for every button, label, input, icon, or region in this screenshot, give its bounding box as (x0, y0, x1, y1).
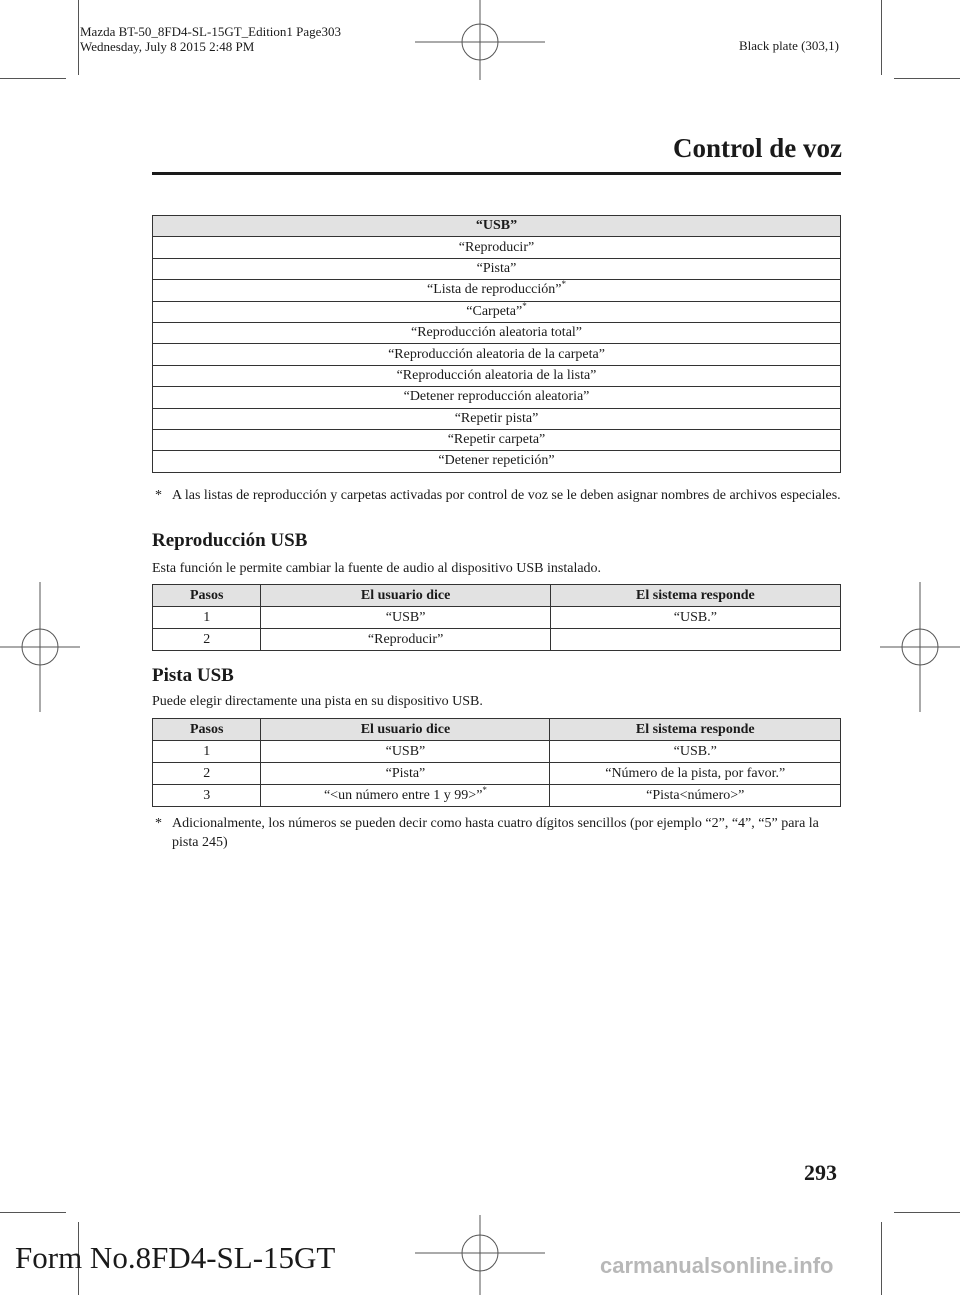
table-row: “Reproducción aleatoria total” (153, 322, 841, 343)
table-row: 3 “<un número entre 1 y 99>”* “Pista<número>” (153, 785, 841, 807)
column-header-user-says: El usuario dice (261, 719, 550, 741)
registration-mark-bottom-icon (415, 1215, 545, 1295)
table-row: “Detener repetición” (153, 451, 841, 472)
usb-playback-description: Esta función le permite cambiar la fuente de audio al dispositivo USB instalado. (152, 561, 602, 576)
page-number: 293 (804, 1160, 837, 1185)
table-row: “Lista de reproducción”* (153, 280, 841, 301)
column-header-user-says: El usuario dice (261, 585, 550, 607)
playlist-footnote (155, 486, 845, 505)
usb-track-heading: Pista USB (152, 665, 234, 686)
registration-mark-left-icon (0, 582, 80, 712)
table-row: “Pista” (153, 258, 841, 279)
table-row: “Reproducción aleatoria de la lista” (153, 365, 841, 386)
table-row: 1 “USB” “USB.” (153, 741, 841, 763)
footnote-star: * (155, 488, 162, 503)
registration-mark-top-icon (415, 0, 545, 80)
column-header-steps: Pasos (153, 719, 261, 741)
print-header-line1: Mazda BT-50_8FD4-SL-15GT_Edition1 Page303 (80, 24, 341, 39)
usb-track-table (152, 718, 841, 807)
usb-playback-table (152, 584, 841, 651)
footnote-text: Adicionalmente, los números se pueden decir como hasta cuatro dígitos sencillos (por ejemplo “2”, “4”, “5” para la pista 245) (172, 816, 819, 850)
print-header-info (80, 24, 341, 54)
table-row: “Reproducción aleatoria de la carpeta” (153, 344, 841, 365)
usb-track-description: Puede elegir directamente una pista en su dispositivo USB. (152, 694, 483, 709)
column-header-steps: Pasos (153, 585, 261, 607)
table-row: “Repetir carpeta” (153, 429, 841, 450)
footnote-star: * (155, 816, 162, 831)
print-header-line2: Wednesday, July 8 2015 2:48 PM (80, 39, 255, 54)
footnote-text: A las listas de reproducción y carpetas activadas por control de voz se le deben asignar nombres de archivos especiales. (172, 488, 841, 503)
column-header-system-responds: El sistema responde (550, 719, 841, 741)
table-row: “Detener reproducción aleatoria” (153, 387, 841, 408)
table-row: “Carpeta”* (153, 301, 841, 322)
usb-commands-table (152, 215, 841, 473)
form-number: Form No.8FD4-SL-15GT (15, 1240, 336, 1275)
commands-table-header: “USB” (153, 216, 841, 237)
watermark: carmanualsonline.info (600, 1253, 834, 1278)
table-row: 1 “USB” “USB.” (153, 607, 841, 629)
table-row: “Reproducir” (153, 237, 841, 258)
digits-footnote (155, 814, 845, 852)
registration-mark-right-icon (880, 582, 960, 712)
column-header-system-responds: El sistema responde (550, 585, 840, 607)
section-title: Control de voz (673, 133, 842, 163)
table-row: “Repetir pista” (153, 408, 841, 429)
usb-playback-heading: Reproducción USB (152, 530, 308, 551)
title-rule (152, 172, 841, 175)
print-plate-label: Black plate (303,1) (739, 38, 839, 53)
table-row: 2 “Pista” “Número de la pista, por favor.” (153, 763, 841, 785)
table-row: 2 “Reproducir” (153, 629, 841, 651)
